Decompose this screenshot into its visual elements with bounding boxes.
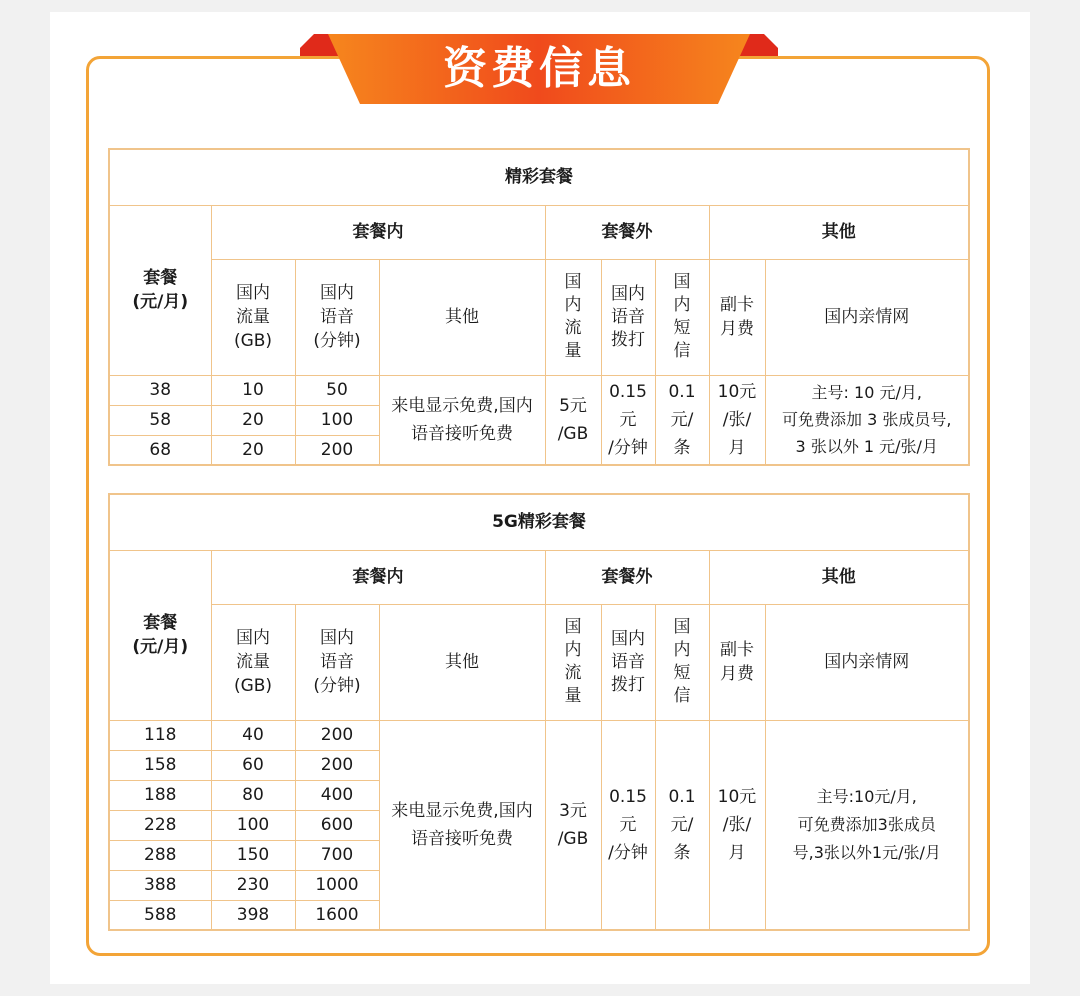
table-title: 5G精彩套餐 xyxy=(109,494,969,550)
cell-extra-data-text: 3元 /GB xyxy=(557,800,589,849)
cell-data: 230 xyxy=(211,870,295,900)
header-voice-text: 国内 语音 (分钟) xyxy=(313,628,361,696)
cell-extra-sms xyxy=(655,720,709,930)
cell-extra-voice-text: 0.15 元 /分钟 xyxy=(608,786,648,863)
group-inside: 套餐内 xyxy=(211,205,545,259)
cell-package: 288 xyxy=(109,840,211,870)
cell-extra-sms-text: 0.1 元/ 条 xyxy=(668,786,696,863)
cell-package: 588 xyxy=(109,900,211,930)
header-extra-sms-text: 国内短信 xyxy=(673,272,691,361)
cell-package: 38 xyxy=(109,375,211,405)
table-title: 精彩套餐 xyxy=(109,149,969,205)
header-extra-data xyxy=(545,259,601,375)
table-row xyxy=(109,375,969,405)
cell-voice: 100 xyxy=(295,405,379,435)
header-data xyxy=(211,259,295,375)
header-family: 国内亲情网 xyxy=(765,604,969,720)
cell-extra-voice-text: 0.15 元 /分钟 xyxy=(608,381,648,458)
banner xyxy=(300,34,778,112)
cell-family-text: 主号:10元/月, 可免费添加3张成员 号,3张以外1元/张/月 xyxy=(792,786,941,862)
header-data-text: 国内 流量 (GB) xyxy=(233,283,273,351)
cell-voice: 1600 xyxy=(295,900,379,930)
header-package-text: 套餐 (元/月) xyxy=(132,613,189,657)
cell-data: 398 xyxy=(211,900,295,930)
header-extra-data-text: 国内流量 xyxy=(564,617,582,706)
cell-extra-voice xyxy=(601,720,655,930)
header-data xyxy=(211,604,295,720)
cell-data: 40 xyxy=(211,720,295,750)
cell-package: 158 xyxy=(109,750,211,780)
cell-data: 60 xyxy=(211,750,295,780)
cell-package: 388 xyxy=(109,870,211,900)
cell-sub-card xyxy=(709,375,765,465)
cell-misc: 来电显示免费,国内语音接听免费 xyxy=(379,375,545,465)
cell-sub-card-text: 10元 /张/ 月 xyxy=(717,786,757,863)
header-voice-text: 国内 语音 (分钟) xyxy=(313,283,361,351)
cell-data: 100 xyxy=(211,810,295,840)
cell-voice: 200 xyxy=(295,720,379,750)
cell-misc: 来电显示免费,国内语音接听免费 xyxy=(379,720,545,930)
cell-data: 150 xyxy=(211,840,295,870)
header-extra-voice-text: 国内 语音 拨打 xyxy=(611,283,645,350)
group-inside: 套餐内 xyxy=(211,550,545,604)
header-package-text: 套餐 (元/月) xyxy=(132,268,189,312)
cell-package: 118 xyxy=(109,720,211,750)
header-data-text: 国内 流量 (GB) xyxy=(233,628,273,696)
cell-voice: 600 xyxy=(295,810,379,840)
cell-voice: 1000 xyxy=(295,870,379,900)
cell-package: 228 xyxy=(109,810,211,840)
header-voice xyxy=(295,604,379,720)
cell-data: 20 xyxy=(211,435,295,465)
cell-data: 10 xyxy=(211,375,295,405)
header-sub-card-text: 副卡 月费 xyxy=(720,295,754,339)
group-other: 其他 xyxy=(709,550,969,604)
header-voice xyxy=(295,259,379,375)
cell-extra-data-text: 5元 /GB xyxy=(557,395,589,444)
cell-extra-data xyxy=(545,720,601,930)
cell-extra-sms-text: 0.1 元/ 条 xyxy=(668,381,696,458)
cell-voice: 700 xyxy=(295,840,379,870)
group-outside: 套餐外 xyxy=(545,550,709,604)
cell-package: 68 xyxy=(109,435,211,465)
banner-title: 资费信息 xyxy=(443,43,635,94)
header-extra-data-text: 国内流量 xyxy=(564,272,582,361)
header-extra-data xyxy=(545,604,601,720)
cell-extra-data xyxy=(545,375,601,465)
cell-extra-sms xyxy=(655,375,709,465)
table-row xyxy=(109,720,969,750)
header-extra-voice xyxy=(601,604,655,720)
header-sub-card xyxy=(709,604,765,720)
cell-data: 20 xyxy=(211,405,295,435)
header-extra-sms-text: 国内短信 xyxy=(673,617,691,706)
group-outside: 套餐外 xyxy=(545,205,709,259)
rate-table-2 xyxy=(108,493,970,931)
header-extra-voice xyxy=(601,259,655,375)
cell-family xyxy=(765,375,969,465)
header-misc: 其他 xyxy=(379,259,545,375)
header-sub-card-text: 副卡 月费 xyxy=(720,640,754,684)
cell-voice: 50 xyxy=(295,375,379,405)
header-misc: 其他 xyxy=(379,604,545,720)
header-extra-voice-text: 国内 语音 拨打 xyxy=(611,628,645,695)
cell-package: 188 xyxy=(109,780,211,810)
cell-voice: 200 xyxy=(295,750,379,780)
cell-data: 80 xyxy=(211,780,295,810)
cell-family xyxy=(765,720,969,930)
header-extra-sms xyxy=(655,259,709,375)
cell-voice: 200 xyxy=(295,435,379,465)
header-package xyxy=(109,205,211,375)
cell-package: 58 xyxy=(109,405,211,435)
header-family: 国内亲情网 xyxy=(765,259,969,375)
cell-extra-voice xyxy=(601,375,655,465)
header-sub-card xyxy=(709,259,765,375)
rate-table-1 xyxy=(108,148,970,466)
group-other: 其他 xyxy=(709,205,969,259)
cell-sub-card xyxy=(709,720,765,930)
cell-family-text: 主号: 10 元/月, 可免费添加 3 张成员号, 3 张以外 1 元/张/月 xyxy=(782,383,952,457)
cell-voice: 400 xyxy=(295,780,379,810)
header-extra-sms xyxy=(655,604,709,720)
header-package xyxy=(109,550,211,720)
cell-sub-card-text: 10元 /张/ 月 xyxy=(717,381,757,458)
